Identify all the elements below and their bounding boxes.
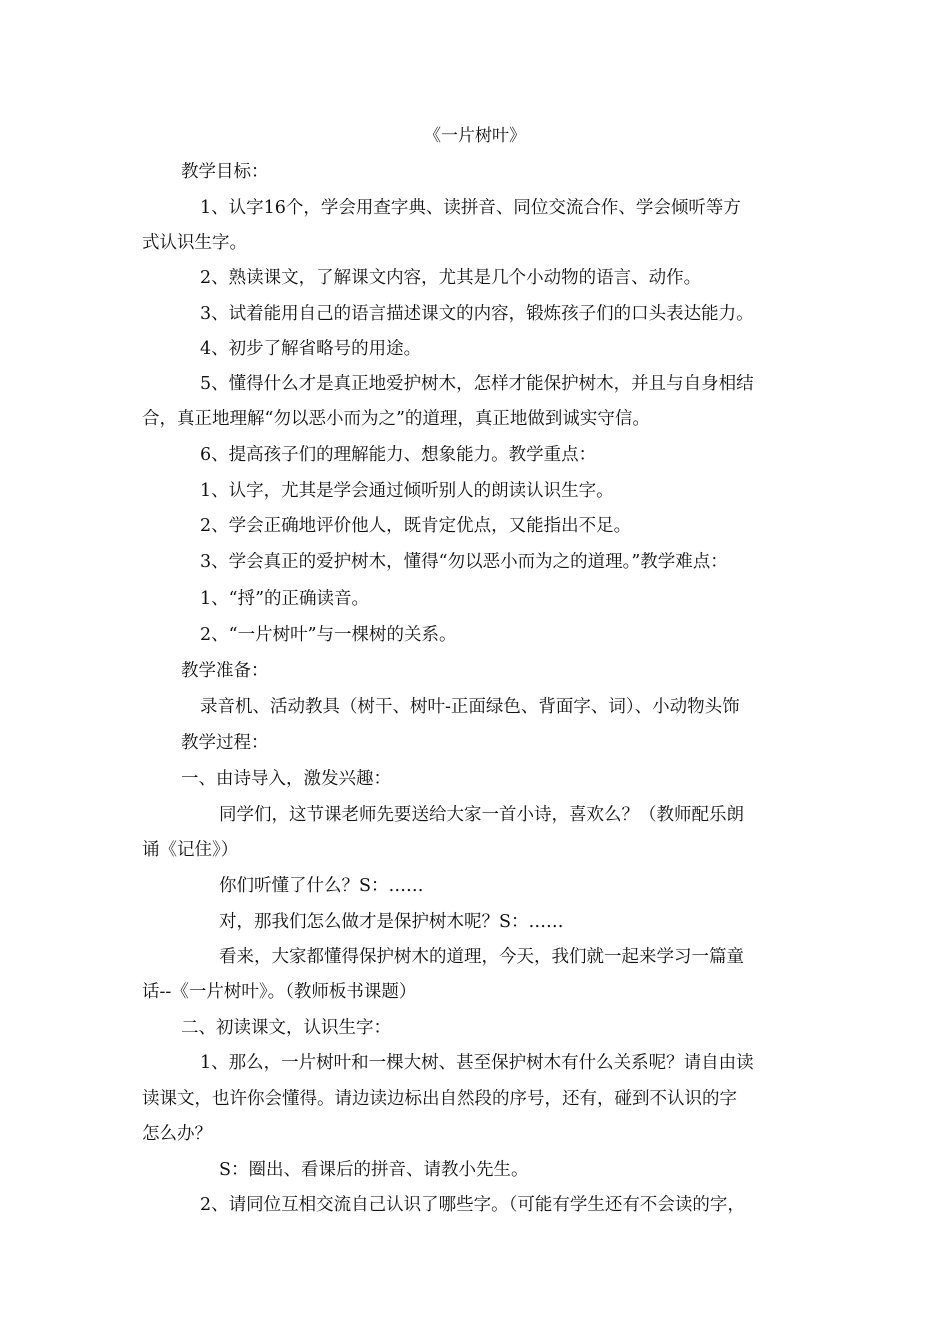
text-line: 1、那么，一片树叶和一棵大树、甚至保护树木有什么关系呢？请自由读 bbox=[200, 1053, 754, 1073]
text-line: 1、“捋”的正确读音。 bbox=[200, 589, 370, 609]
text-line: 2、“一片树叶”与一棵树的关系。 bbox=[200, 625, 457, 645]
text-line: 你们听懂了什么？S：…… bbox=[219, 876, 424, 896]
text-line: 教学准备： bbox=[181, 661, 269, 681]
text-line: 6、提高孩子们的理解能力、想象能力。教学重点： bbox=[200, 445, 597, 465]
text-line: 教学目标： bbox=[181, 162, 269, 182]
text-line: 2、请同位互相交流自己认识了哪些字。（可能有学生还有不会读的字， bbox=[200, 1195, 745, 1215]
text-line: 1、认字，尤其是学会通过倾听别人的朗读认识生字。 bbox=[200, 481, 614, 501]
text-line: 4、初步了解省略号的用途。 bbox=[200, 339, 422, 359]
text-line: 教学过程： bbox=[181, 733, 269, 753]
text-line: S：圈出、看课后的拼音、请教小先生。 bbox=[219, 1160, 529, 1180]
text-line: 对，那我们怎么做才是保护树木呢？S：…… bbox=[219, 912, 564, 932]
text-line: 二、初读课文，认识生字： bbox=[181, 1018, 391, 1038]
text-line: 话--《一片树叶》。（教师板书课题） bbox=[142, 982, 417, 1002]
text-line: 3、学会真正的爱护树木，懂得“勿以恶小而为之的道理。”教学难点： bbox=[200, 552, 728, 572]
text-line: 5、懂得什么才是真正地爱护树木，怎样才能保护树木，并且与自身相结 bbox=[200, 374, 754, 394]
document-title: 《一片树叶》 bbox=[424, 126, 526, 146]
text-line: 合，真正地理解“勿以恶小而为之”的道理，真正地做到诚实守信。 bbox=[142, 409, 650, 429]
text-line: 读课文，也许你会懂得。请边读边标出自然段的序号，还有，碰到不认识的字 bbox=[142, 1089, 737, 1109]
text-line: 怎么办？ bbox=[142, 1124, 212, 1144]
text-line: 2、学会正确地评价他人，既肯定优点，又能指出不足。 bbox=[200, 516, 632, 536]
text-line: 式认识生字。 bbox=[142, 233, 247, 253]
text-line: 3、试着能用自己的语言描述课文的内容，锻炼孩子们的口头表达能力。 bbox=[200, 304, 754, 324]
text-line: 看来，大家都懂得保护树木的道理，今天，我们就一起来学习一篇童 bbox=[219, 947, 744, 967]
text-line: 录音机、活动教具（树干、树叶-正面绿色、背面字、词）、小动物头饰 bbox=[200, 697, 740, 717]
text-line: 一、由诗导入，激发兴趣： bbox=[181, 769, 391, 789]
text-line: 1、认字16个，学会用查字典、读拼音、同位交流合作、学会倾听等方 bbox=[200, 198, 741, 218]
text-line: 2、熟读课文，了解课文内容，尤其是几个小动物的语言、动作。 bbox=[200, 268, 702, 288]
text-line: 同学们，这节课老师先要送给大家一首小诗，喜欢么？（教师配乐朗 bbox=[219, 805, 744, 825]
text-line: 诵《记住》） bbox=[142, 840, 239, 860]
